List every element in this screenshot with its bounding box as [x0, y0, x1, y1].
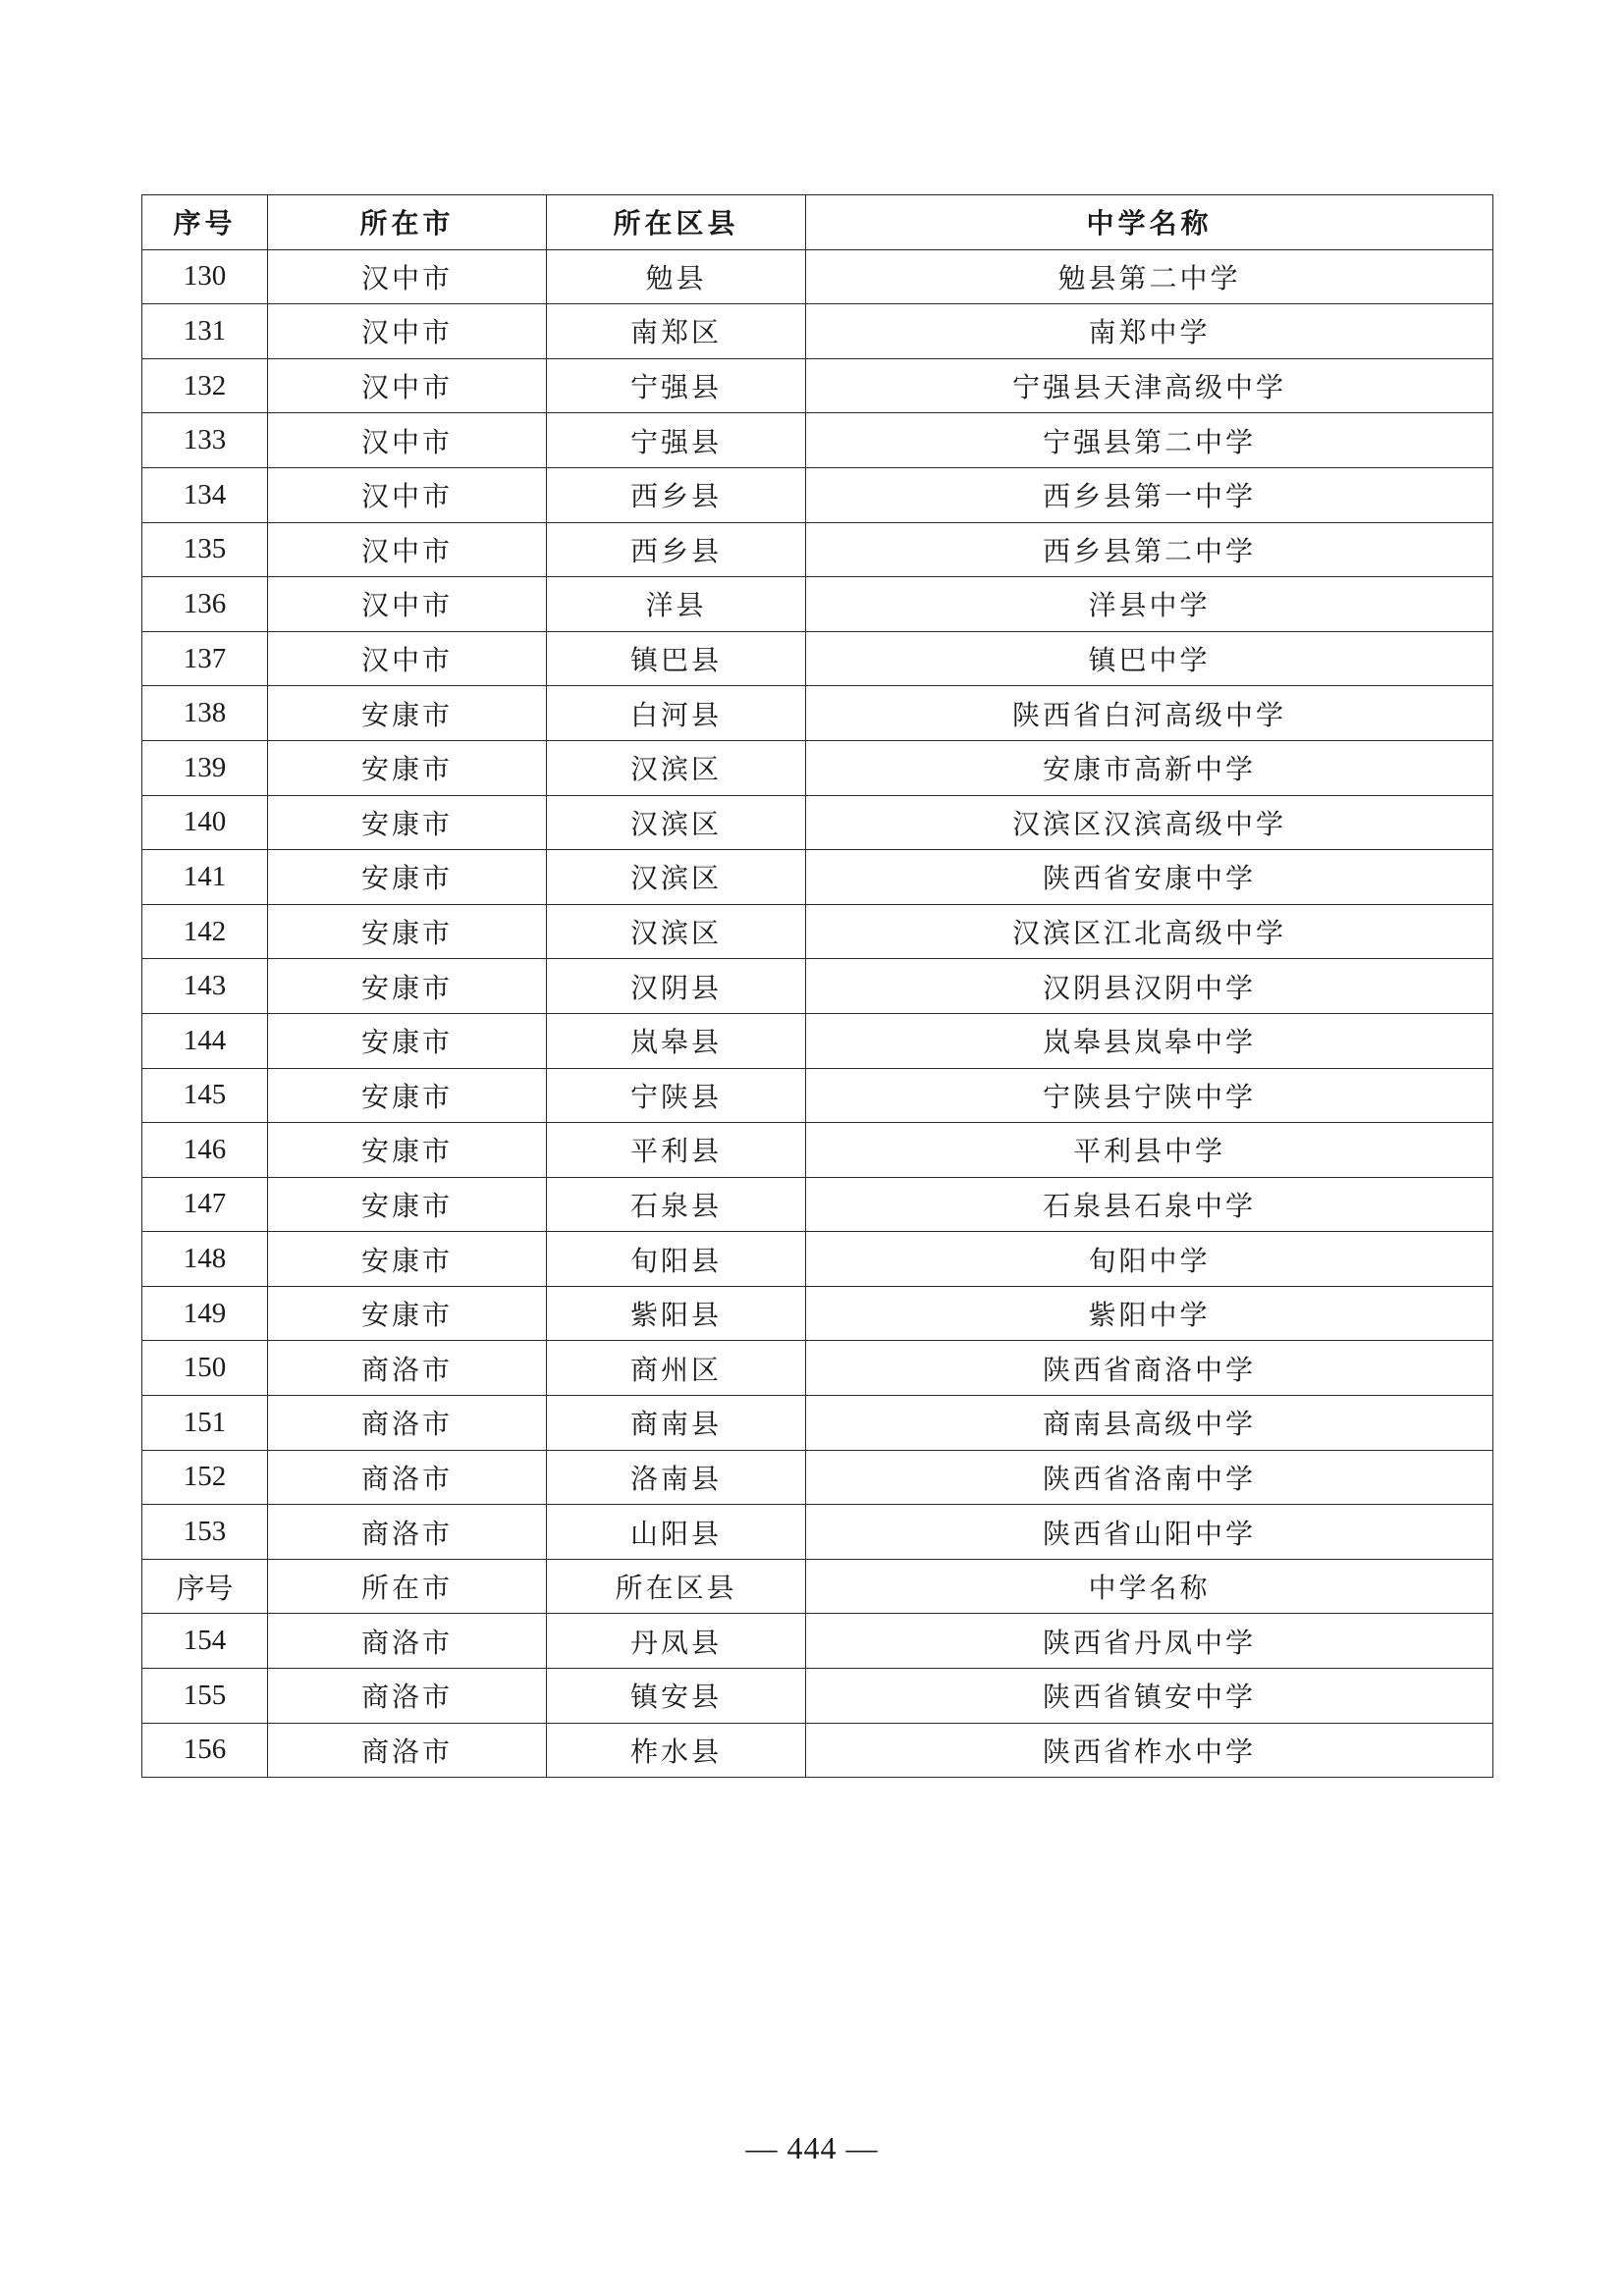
cell-school-name: 洋县中学 [806, 577, 1493, 632]
cell-city: 商洛市 [268, 1669, 547, 1724]
cell-city: 汉中市 [268, 577, 547, 632]
cell-county: 岚皋县 [547, 1013, 806, 1068]
cell-county: 洛南县 [547, 1450, 806, 1505]
cell-school-name: 陕西省商洛中学 [806, 1341, 1493, 1396]
cell-city: 商洛市 [268, 1723, 547, 1778]
table-row [142, 358, 1493, 413]
cell-county: 西乡县 [547, 467, 806, 522]
cell-county: 南郑区 [547, 304, 806, 359]
cell-county: 汉滨区 [547, 740, 806, 795]
cell-county: 紫阳县 [547, 1286, 806, 1341]
cell-school-name: 西乡县第一中学 [806, 467, 1493, 522]
table-row [142, 1232, 1493, 1287]
table-row [142, 850, 1493, 905]
cell-school-name: 陕西省镇安中学 [806, 1669, 1493, 1724]
table-row [142, 522, 1493, 577]
cell-county: 平利县 [547, 1123, 806, 1178]
cell-county: 汉阴县 [547, 959, 806, 1014]
table-row [142, 1450, 1493, 1505]
cell-school-name: 陕西省丹凤中学 [806, 1614, 1493, 1669]
cell-school-name: 陕西省洛南中学 [806, 1450, 1493, 1505]
cell-county: 宁强县 [547, 358, 806, 413]
page-number: — 444 — [745, 2130, 879, 2165]
cell-county: 西乡县 [547, 522, 806, 577]
cell-school-name: 宁强县第二中学 [806, 413, 1493, 468]
cell-school-name: 安康市高新中学 [806, 740, 1493, 795]
cell-index: 132 [142, 358, 268, 413]
cell-city: 汉中市 [268, 304, 547, 359]
cell-county: 镇安县 [547, 1669, 806, 1724]
cell-city: 汉中市 [268, 631, 547, 686]
cell-index: 152 [142, 1450, 268, 1505]
cell-county: 勉县 [547, 249, 806, 304]
cell-school-name: 旬阳中学 [806, 1232, 1493, 1287]
table-row [142, 631, 1493, 686]
cell-city: 汉中市 [268, 522, 547, 577]
cell-city: 所在市 [268, 1559, 547, 1614]
cell-school-name: 石泉县石泉中学 [806, 1177, 1493, 1232]
cell-index: 137 [142, 631, 268, 686]
cell-city: 汉中市 [268, 249, 547, 304]
cell-index: 149 [142, 1286, 268, 1341]
cell-index: 序号 [142, 1559, 268, 1614]
table-row [142, 795, 1493, 850]
cell-county: 所在区县 [547, 1559, 806, 1614]
table-row [142, 1396, 1493, 1451]
table-row [142, 1505, 1493, 1560]
table-row [142, 740, 1493, 795]
cell-school-name: 平利县中学 [806, 1123, 1493, 1178]
cell-index: 140 [142, 795, 268, 850]
cell-index: 146 [142, 1123, 268, 1178]
cell-index: 147 [142, 1177, 268, 1232]
cell-city: 安康市 [268, 1123, 547, 1178]
cell-school-name: 汉滨区江北高级中学 [806, 904, 1493, 959]
cell-school-name: 陕西省白河高级中学 [806, 686, 1493, 741]
cell-school-name: 汉滨区汉滨高级中学 [806, 795, 1493, 850]
table-body [142, 249, 1493, 1778]
cell-school-name: 汉阴县汉阴中学 [806, 959, 1493, 1014]
table-row [142, 1013, 1493, 1068]
table-row [142, 904, 1493, 959]
table-row [142, 1341, 1493, 1396]
cell-school-name: 商南县高级中学 [806, 1396, 1493, 1451]
cell-city: 安康市 [268, 959, 547, 1014]
cell-county: 镇巴县 [547, 631, 806, 686]
header-school-name: 中学名称 [806, 195, 1493, 250]
table-row [142, 1068, 1493, 1123]
cell-school-name: 紫阳中学 [806, 1286, 1493, 1341]
cell-city: 安康市 [268, 1013, 547, 1068]
cell-school-name: 宁陕县宁陕中学 [806, 1068, 1493, 1123]
table-row [142, 1286, 1493, 1341]
table-row [142, 1723, 1493, 1778]
cell-index: 130 [142, 249, 268, 304]
header-index: 序号 [142, 195, 268, 250]
table-row [142, 413, 1493, 468]
cell-county: 柞水县 [547, 1723, 806, 1778]
table-row [142, 249, 1493, 304]
cell-city: 安康市 [268, 795, 547, 850]
table-row [142, 1123, 1493, 1178]
cell-county: 商南县 [547, 1396, 806, 1451]
cell-city: 安康市 [268, 904, 547, 959]
cell-city: 商洛市 [268, 1505, 547, 1560]
cell-city: 汉中市 [268, 358, 547, 413]
cell-index: 139 [142, 740, 268, 795]
cell-index: 144 [142, 1013, 268, 1068]
cell-index: 151 [142, 1396, 268, 1451]
cell-index: 134 [142, 467, 268, 522]
cell-city: 商洛市 [268, 1450, 547, 1505]
cell-county: 旬阳县 [547, 1232, 806, 1287]
cell-city: 安康市 [268, 850, 547, 905]
cell-city: 商洛市 [268, 1614, 547, 1669]
header-county: 所在区县 [547, 195, 806, 250]
cell-county: 商州区 [547, 1341, 806, 1396]
table-row [142, 304, 1493, 359]
cell-school-name: 勉县第二中学 [806, 249, 1493, 304]
cell-county: 汉滨区 [547, 850, 806, 905]
cell-index: 155 [142, 1669, 268, 1724]
cell-city: 安康市 [268, 1286, 547, 1341]
cell-city: 安康市 [268, 740, 547, 795]
cell-city: 汉中市 [268, 467, 547, 522]
cell-index: 154 [142, 1614, 268, 1669]
cell-county: 汉滨区 [547, 904, 806, 959]
table-row [142, 1177, 1493, 1232]
cell-school-name: 镇巴中学 [806, 631, 1493, 686]
cell-county: 汉滨区 [547, 795, 806, 850]
cell-index: 141 [142, 850, 268, 905]
cell-city: 安康市 [268, 1177, 547, 1232]
table-header-repeat-row [142, 1559, 1493, 1614]
cell-county: 石泉县 [547, 1177, 806, 1232]
school-list-table [141, 194, 1493, 1778]
cell-city: 安康市 [268, 1232, 547, 1287]
cell-index: 145 [142, 1068, 268, 1123]
table-row [142, 1669, 1493, 1724]
cell-city: 汉中市 [268, 413, 547, 468]
cell-school-name: 西乡县第二中学 [806, 522, 1493, 577]
cell-index: 136 [142, 577, 268, 632]
cell-city: 安康市 [268, 686, 547, 741]
cell-index: 150 [142, 1341, 268, 1396]
cell-school-name: 中学名称 [806, 1559, 1493, 1614]
cell-school-name: 陕西省安康中学 [806, 850, 1493, 905]
cell-county: 山阳县 [547, 1505, 806, 1560]
cell-city: 安康市 [268, 1068, 547, 1123]
cell-county: 丹凤县 [547, 1614, 806, 1669]
cell-index: 153 [142, 1505, 268, 1560]
cell-index: 135 [142, 522, 268, 577]
table-row [142, 1614, 1493, 1669]
cell-city: 商洛市 [268, 1396, 547, 1451]
cell-school-name: 陕西省柞水中学 [806, 1723, 1493, 1778]
cell-index: 131 [142, 304, 268, 359]
cell-school-name: 陕西省山阳中学 [806, 1505, 1493, 1560]
cell-index: 148 [142, 1232, 268, 1287]
cell-index: 133 [142, 413, 268, 468]
cell-county: 白河县 [547, 686, 806, 741]
cell-index: 156 [142, 1723, 268, 1778]
table-header-row [142, 195, 1493, 250]
table-row [142, 467, 1493, 522]
cell-index: 138 [142, 686, 268, 741]
header-city: 所在市 [268, 195, 547, 250]
cell-county: 宁强县 [547, 413, 806, 468]
cell-index: 142 [142, 904, 268, 959]
table-row [142, 686, 1493, 741]
cell-index: 143 [142, 959, 268, 1014]
cell-school-name: 岚皋县岚皋中学 [806, 1013, 1493, 1068]
cell-county: 宁陕县 [547, 1068, 806, 1123]
cell-school-name: 南郑中学 [806, 304, 1493, 359]
cell-school-name: 宁强县天津高级中学 [806, 358, 1493, 413]
table-row [142, 959, 1493, 1014]
cell-county: 洋县 [547, 577, 806, 632]
table-row [142, 577, 1493, 632]
cell-city: 商洛市 [268, 1341, 547, 1396]
